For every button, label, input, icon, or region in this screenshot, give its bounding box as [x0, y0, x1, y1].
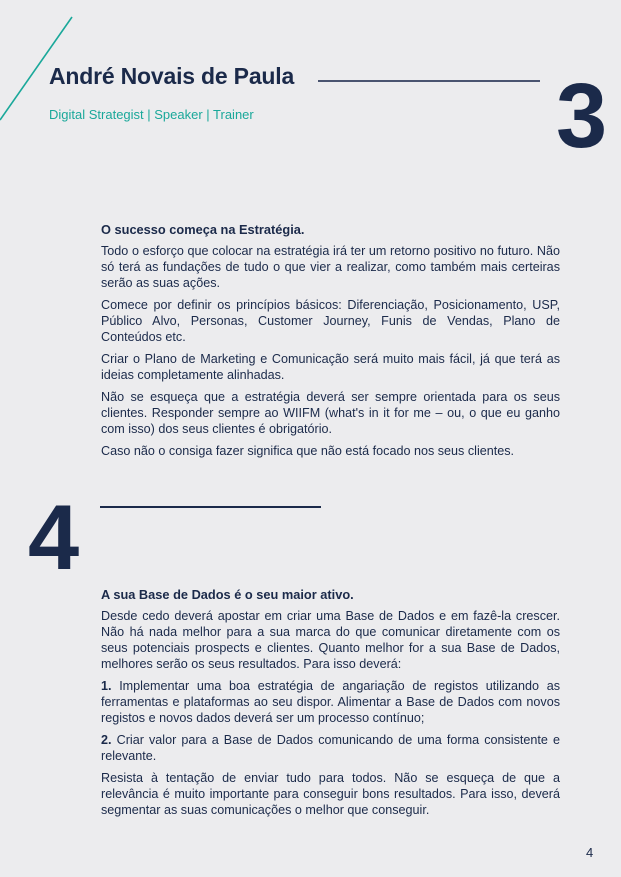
section-4	[101, 587, 560, 824]
section-number-4: 4	[28, 487, 80, 589]
section-3	[101, 222, 560, 465]
author-name: André Novais de Paula	[49, 63, 295, 89]
list-number: 2.	[101, 733, 112, 747]
author-subtitle: Digital Strategist | Speaker | Trainer	[49, 107, 254, 122]
paragraph: Criar o Plano de Marketing e Comunicação será muito mais fácil, já que terá as ideias completamente alinhadas.	[101, 352, 560, 382]
section-3-heading: O sucesso começa na Estratégia.	[101, 222, 305, 237]
list-number: 1.	[101, 679, 112, 693]
section-divider	[100, 506, 321, 508]
page-number: 4	[586, 845, 594, 860]
section-number-3: 3	[556, 65, 608, 167]
paragraph: Resista à tentação de enviar tudo para todos. Não se esqueça de que a relevância é muito importante para conseguir bons resultados. Para isso, deverá segmentar as suas comunicações o melhor que conseguir.	[101, 771, 560, 817]
paragraph: Não se esqueça que a estratégia deverá ser sempre orientada para os seus clientes. Responder sempre ao WIIFM (what's in it for me – ou, o que eu ganho com isso) dos seus clientes é obrigatório.	[101, 390, 560, 436]
paragraph: Comece por definir os princípios básicos: Diferenciação, Posicionamento, USP, Público Alvo, Personas, Customer Journey, Funis de Vendas, Plano de Conteúdos etc.	[101, 298, 560, 344]
section-4-heading: A sua Base de Dados é o seu maior ativo.	[101, 587, 354, 602]
paragraph: Todo o esforço que colocar na estratégia irá ter um retorno positivo no futuro. Não só terá as fundações de tudo o que vier a realizar, como também mais certeiras serão as suas ações.	[101, 244, 560, 290]
list-item	[101, 732, 560, 764]
paragraph: Caso não o consiga fazer significa que não está focado nos seus clientes.	[101, 444, 515, 458]
list-text: Implementar uma boa estratégia de angariação de registos utilizando as ferramentas e plataformas ao seu dispor. Alimentar a Base de Dados com novos registos e novos dados deverá ser um processo contínuo;	[101, 679, 560, 725]
list-text: Criar valor para a Base de Dados comunicando de uma forma consistente e relevante.	[101, 733, 560, 763]
list-item	[101, 678, 560, 726]
header-divider	[318, 80, 540, 82]
paragraph: Desde cedo deverá apostar em criar uma Base de Dados e em fazê-la crescer. Não há nada melhor para a sua marca do que comunicar diretamente com os seus potenciais prospects e clientes. Quanto melhor for a sua Base de Dados, melhores serão os seus resultados. Para isso deverá:	[101, 609, 560, 671]
